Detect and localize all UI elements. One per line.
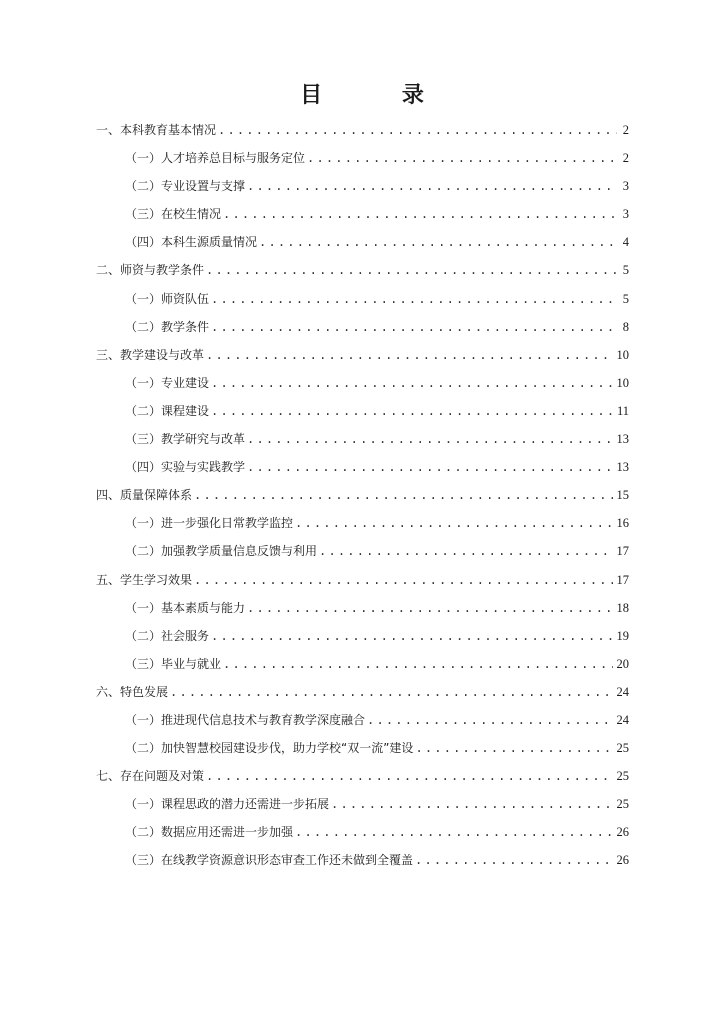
toc-subsection-entry[interactable] — [96, 822, 629, 850]
toc-page-number: 10 — [616, 347, 629, 362]
toc-page-number: 16 — [616, 516, 629, 531]
toc-subsection-entry[interactable] — [96, 794, 629, 822]
toc-section-entry[interactable] — [96, 260, 629, 288]
toc-subsection-entry[interactable] — [96, 204, 629, 232]
toc-leader-dots — [319, 541, 612, 561]
toc-entry-label: （二）教学条件 — [125, 319, 210, 334]
toc-entry-label: （四）本科生源质量情况 — [125, 235, 258, 250]
toc-page-number: 26 — [616, 825, 629, 840]
toc-subsection-entry[interactable] — [96, 738, 629, 766]
toc-leader-dots — [415, 850, 612, 870]
toc-leader-dots — [211, 373, 612, 393]
toc-page-number: 15 — [616, 488, 629, 503]
toc-page-number: 26 — [616, 853, 629, 868]
toc-page-number: 17 — [616, 572, 629, 587]
toc-page-number: 20 — [616, 656, 629, 671]
toc-entry-label: （一）人才培养总目标与服务定位 — [125, 151, 306, 166]
toc-subsection-entry[interactable] — [96, 401, 629, 429]
page-title: 目 录 — [300, 83, 460, 108]
toc-leader-dots — [211, 626, 612, 646]
toc-entry-label: （一）基本素质与能力 — [125, 600, 246, 615]
toc-entry-label: （三）毕业与就业 — [125, 656, 222, 671]
toc-page-number: 10 — [616, 375, 629, 390]
toc-entry-label: （二）加强教学质量信息反馈与利用 — [125, 544, 318, 559]
toc-leader-dots — [206, 345, 612, 365]
toc-subsection-entry[interactable] — [96, 232, 629, 260]
toc-page-number: 8 — [622, 319, 629, 334]
toc-page-number: 5 — [622, 291, 629, 306]
toc-leader-dots — [295, 513, 612, 533]
toc-leader-dots — [295, 822, 612, 842]
toc-leader-dots — [223, 204, 617, 224]
toc-entry-label: 二、师资与教学条件 — [96, 263, 205, 278]
toc-page-number: 3 — [622, 207, 629, 222]
toc-section-entry[interactable] — [96, 682, 629, 710]
toc-leader-dots — [259, 232, 617, 252]
toc-subsection-entry[interactable] — [96, 654, 629, 682]
toc-section-entry[interactable] — [96, 570, 629, 598]
toc-page-number: 18 — [616, 600, 629, 615]
toc-entry-label: 七、存在问题及对策 — [96, 769, 205, 784]
toc-subsection-entry[interactable] — [96, 176, 629, 204]
toc-entry-label: （一）师资队伍 — [125, 291, 210, 306]
toc-page-number: 25 — [616, 741, 629, 756]
toc-page-number: 4 — [622, 235, 629, 250]
toc-subsection-entry[interactable] — [96, 148, 629, 176]
toc-entry-label: （二）加快智慧校园建设步伐，助力学校“双一流”建设 — [125, 741, 414, 756]
toc-entry-label: 六、特色发展 — [96, 684, 169, 699]
toc-subsection-entry[interactable] — [96, 513, 629, 541]
toc-subsection-entry[interactable] — [96, 373, 629, 401]
toc-subsection-entry[interactable] — [96, 626, 629, 654]
toc-leader-dots — [247, 598, 612, 618]
toc-leader-dots — [223, 654, 612, 674]
toc-leader-dots — [415, 738, 612, 758]
toc-page-number: 11 — [616, 403, 629, 418]
toc-leader-dots — [206, 766, 612, 786]
toc-subsection-entry[interactable] — [96, 598, 629, 626]
toc-page-number: 25 — [616, 769, 629, 784]
toc-page-number: 2 — [622, 151, 629, 166]
toc-entry-label: （二）社会服务 — [125, 628, 210, 643]
toc-entry-label: 三、教学建设与改革 — [96, 347, 205, 362]
toc-page-number: 5 — [622, 263, 629, 278]
toc-entry-label: 一、本科教育基本情况 — [96, 123, 217, 137]
toc-subsection-entry[interactable] — [96, 289, 629, 317]
toc-page-number: 17 — [616, 544, 629, 559]
toc-leader-dots — [211, 401, 613, 421]
toc-leader-dots — [367, 710, 612, 730]
toc-entry-label: （三）在校生情况 — [125, 207, 222, 222]
toc-section-entry[interactable] — [96, 345, 629, 373]
toc-entry-label: 五、学生学习效果 — [96, 572, 193, 587]
toc-page-number: 13 — [616, 432, 629, 447]
toc-page-number: 24 — [616, 684, 629, 699]
toc-entry-label: 四、质量保障体系 — [96, 488, 193, 503]
toc-leader-dots — [211, 317, 617, 337]
toc-page-number: 25 — [616, 797, 629, 812]
toc-subsection-entry[interactable] — [96, 710, 629, 738]
toc-entry-label: （三）教学研究与改革 — [125, 432, 246, 447]
toc-entry-label: （二）专业设置与支撑 — [125, 179, 246, 194]
toc-subsection-entry[interactable] — [96, 457, 629, 485]
toc-subsection-entry[interactable] — [96, 541, 629, 569]
toc-page-number: 19 — [616, 628, 629, 643]
toc-page-number: 3 — [622, 179, 629, 194]
toc-entry-label: （三）在线教学资源意识形态审查工作还未做到全覆盖 — [125, 853, 414, 868]
toc-entry-label: （四）实验与实践教学 — [125, 460, 246, 475]
toc-leader-dots — [307, 148, 617, 168]
toc-subsection-entry[interactable] — [96, 850, 629, 878]
toc-leader-dots — [194, 485, 612, 505]
toc-entry-label: （一）专业建设 — [125, 375, 210, 390]
toc-leader-dots — [170, 682, 612, 702]
toc-leader-dots — [211, 289, 617, 309]
toc-entry-label: （一）进一步强化日常教学监控 — [125, 516, 294, 531]
toc-leader-dots — [206, 260, 617, 280]
toc-leader-dots — [194, 570, 612, 590]
toc-leader-dots — [247, 176, 617, 196]
toc-leader-dots — [247, 457, 612, 477]
toc-subsection-entry[interactable] — [96, 429, 629, 457]
toc-entry-label: （一）课程思政的潜力还需进一步拓展 — [125, 797, 330, 812]
toc-section-entry[interactable] — [96, 120, 629, 148]
toc-page-number: 24 — [616, 712, 629, 727]
toc-entry-label: （二）课程建设 — [125, 403, 210, 418]
toc-entry-label: （一）推进现代信息技术与教育教学深度融合 — [125, 712, 366, 727]
table-of-contents — [96, 120, 629, 879]
toc-section-entry[interactable] — [96, 485, 629, 513]
toc-leader-dots — [218, 120, 617, 140]
toc-section-entry[interactable] — [96, 766, 629, 794]
toc-leader-dots — [331, 794, 612, 814]
toc-subsection-entry[interactable] — [96, 317, 629, 345]
toc-leader-dots — [247, 429, 612, 449]
toc-page-number: 2 — [622, 123, 629, 137]
toc-page-number: 13 — [616, 460, 629, 475]
toc-entry-label: （二）数据应用还需进一步加强 — [125, 825, 294, 840]
